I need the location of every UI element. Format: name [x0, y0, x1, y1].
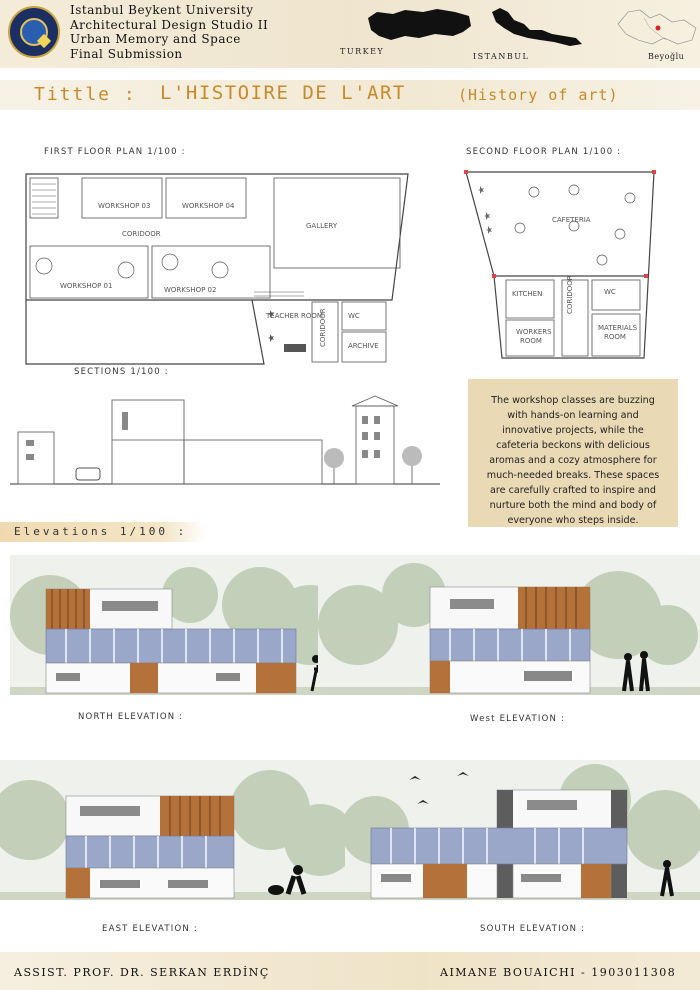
svg-text:WC: WC — [604, 288, 616, 296]
south-elevation-drawing — [345, 760, 700, 900]
east-elevation-label: EAST ELEVATION : — [102, 924, 198, 934]
project-title: L'HISTOIRE DE L'ART — [160, 82, 406, 104]
svg-text:WC: WC — [348, 312, 360, 320]
project-theme: Urban Memory and Space — [70, 32, 241, 46]
north-elevation-label: NORTH ELEVATION : — [78, 712, 184, 722]
description-panel: The workshop classes are buzzing with hands-on learning and innovative projects, while the cafeteria beckons with delicious aromas and a cozy atmosphere for much-needed breaks. These spaces are carefully crafted to inspire and nurture both the mind and body of everyone who steps inside. — [468, 379, 678, 527]
first-floor-plan — [22, 170, 412, 370]
north-elevation-drawing — [10, 555, 340, 695]
section-drawing — [10, 392, 440, 492]
svg-text:WORKSHOP 01: WORKSHOP 01 — [60, 282, 113, 290]
svg-text:ARCHIVE: ARCHIVE — [348, 342, 379, 350]
map-label-turkey: TURKEY — [340, 47, 385, 56]
university-logo — [8, 6, 60, 58]
svg-text:ROOM: ROOM — [520, 337, 542, 345]
svg-text:CORIDOOR: CORIDOOR — [319, 308, 327, 347]
map-label-istanbul: ISTANBUL — [473, 52, 530, 61]
instructor-name: ASSIST. PROF. DR. SERKAN ERDİNÇ — [14, 966, 270, 979]
studio-name: Architectural Design Studio II — [70, 17, 269, 32]
svg-text:WORKERS: WORKERS — [516, 328, 552, 336]
istanbul-map — [490, 4, 586, 48]
svg-text:CORIDOOR: CORIDOOR — [122, 230, 161, 238]
map-label-beyoglu: Beyoğlu — [648, 52, 685, 61]
svg-text:ROOM: ROOM — [604, 333, 626, 341]
west-elevation-label: West ELEVATION : — [470, 714, 566, 724]
svg-text:WORKSHOP 02: WORKSHOP 02 — [164, 286, 217, 294]
university-info — [70, 3, 268, 61]
turkey-map — [365, 6, 475, 48]
svg-text:KITCHEN: KITCHEN — [512, 290, 543, 298]
east-elevation-drawing — [0, 760, 345, 900]
submission-type: Final Submission — [70, 46, 183, 61]
first-floor-plan-label: FIRST FLOOR PLAN 1/100 : — [44, 147, 186, 157]
svg-text:CORIDOOR: CORIDOOR — [566, 275, 574, 314]
beyoglu-map — [614, 4, 700, 54]
svg-text:TEACHER ROOM: TEACHER ROOM — [266, 312, 323, 320]
svg-text:WORKSHOP 03: WORKSHOP 03 — [98, 202, 151, 210]
elevations-heading: Elevations 1/100 : — [14, 525, 188, 538]
university-name: Istanbul Beykent University — [70, 3, 254, 17]
south-elevation-label: SOUTH ELEVATION : — [480, 924, 586, 934]
student-name-id: AIMANE BOUAICHI - 1903011308 — [440, 966, 677, 979]
sections-label: SECTIONS 1/100 : — [74, 367, 169, 377]
svg-text:CAFETERIA: CAFETERIA — [552, 216, 591, 224]
svg-text:MATERIALS: MATERIALS — [598, 324, 638, 332]
svg-text:WORKSHOP 04: WORKSHOP 04 — [182, 202, 235, 210]
second-floor-plan-label: SECOND FLOOR PLAN 1/100 : — [466, 147, 622, 157]
svg-text:GALLERY: GALLERY — [306, 222, 338, 230]
west-elevation-drawing — [318, 555, 700, 695]
title-prefix: Tittle : — [34, 84, 137, 105]
project-subtitle: (History of art) — [458, 86, 619, 104]
second-floor-plan — [462, 168, 662, 368]
